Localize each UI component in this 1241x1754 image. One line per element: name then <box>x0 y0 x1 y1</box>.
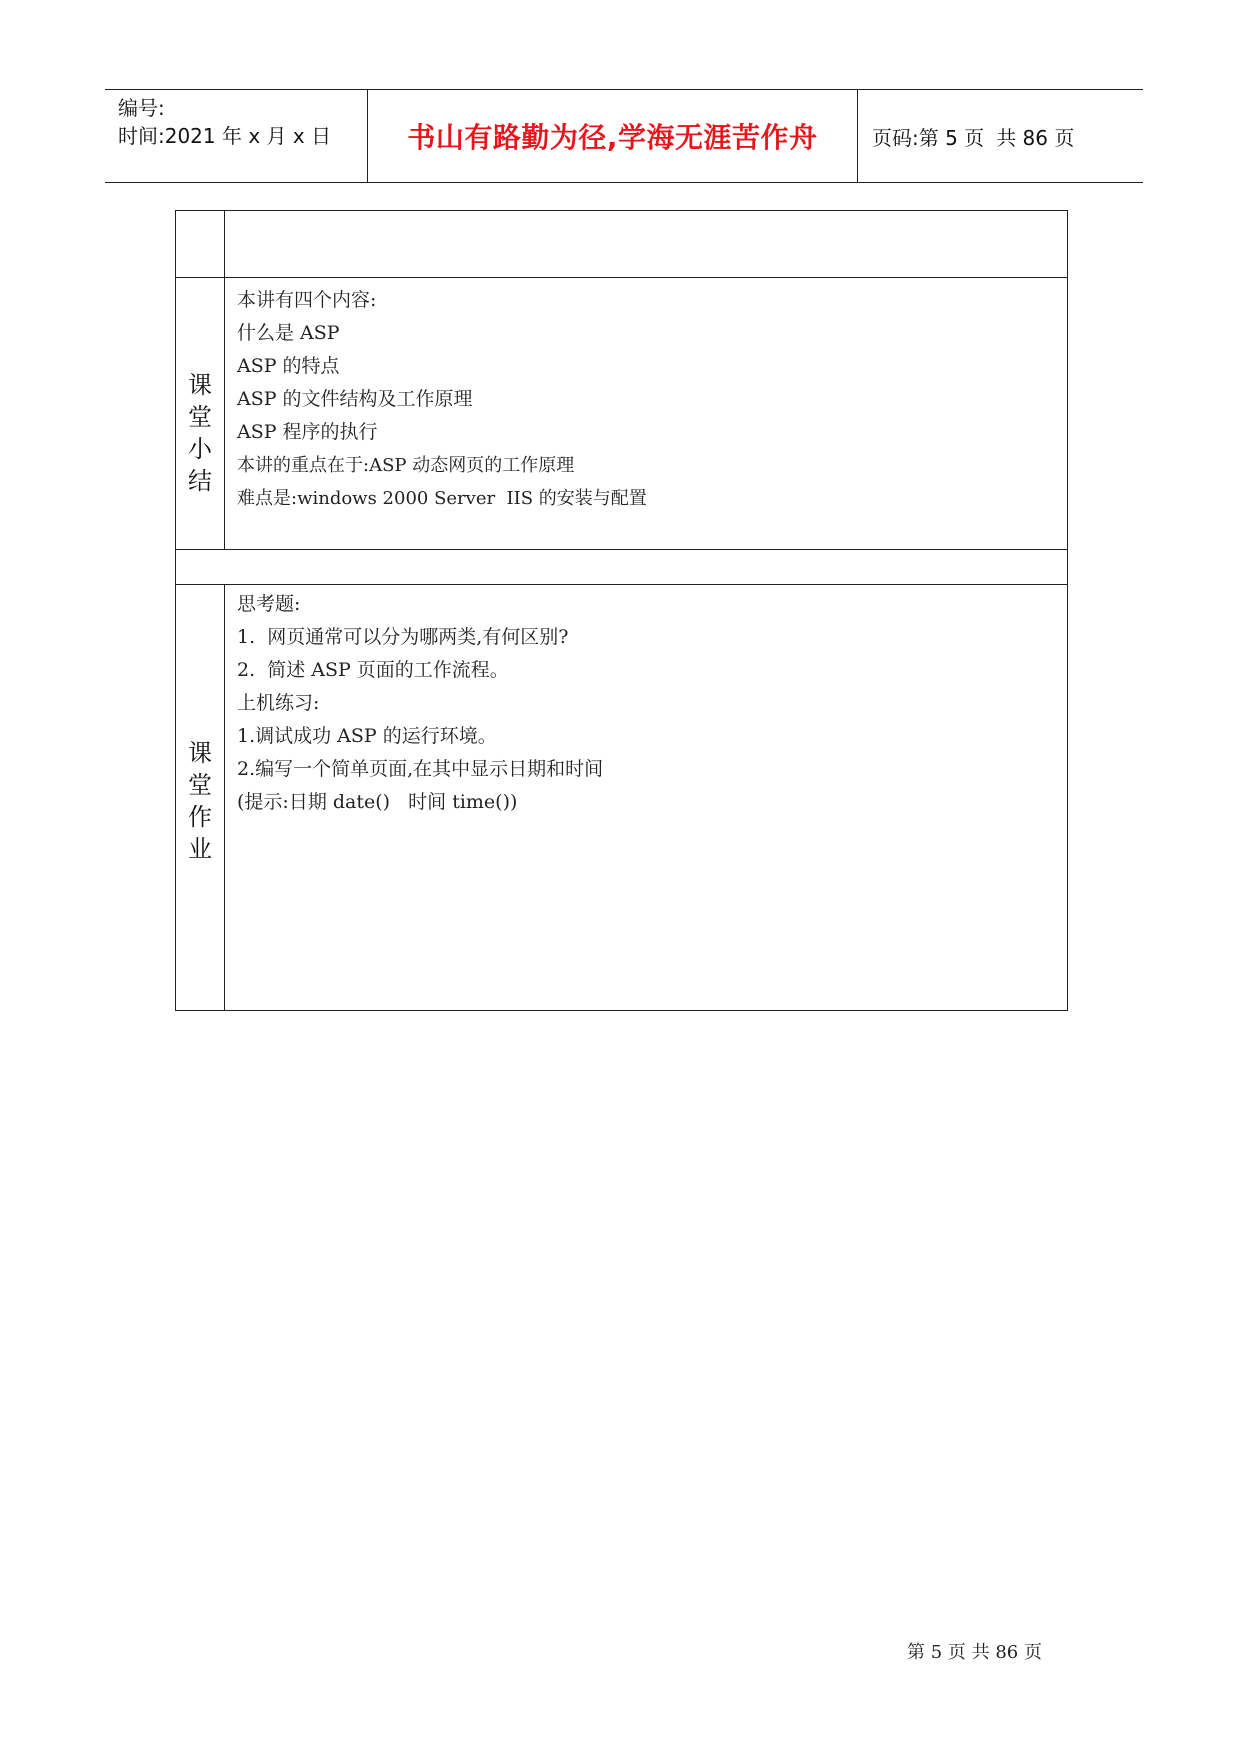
lesson-table <box>175 210 1068 1011</box>
homework-label-char: 堂 <box>188 771 212 799</box>
page-number: 页码:第 5 页 <box>872 125 985 150</box>
homework-line: 上机练习: <box>237 692 320 714</box>
homework-line: (提示:日期 date() 时间 time()) <box>237 791 518 813</box>
homework-label-char: 课 <box>188 739 212 767</box>
homework-label-char: 业 <box>188 835 212 863</box>
date-label: 时间:2021 年 x 月 x 日 <box>118 124 332 148</box>
homework-label <box>176 585 225 1010</box>
table-row-homework <box>176 584 1067 1010</box>
summary-line: ASP 程序的执行 <box>237 421 378 443</box>
homework-line: 1.调试成功 ASP 的运行环境。 <box>237 725 497 747</box>
summary-label-char: 堂 <box>188 402 212 431</box>
table-row-empty-top <box>176 211 1067 277</box>
header-meta <box>105 90 368 182</box>
summary-line: 本讲有四个内容: <box>237 289 377 311</box>
summary-line: 什么是 ASP <box>237 322 340 344</box>
row-label-cell <box>176 211 225 277</box>
homework-label-char: 作 <box>188 803 212 831</box>
summary-label-char: 小 <box>188 434 212 463</box>
summary-label <box>176 278 225 549</box>
summary-line: 本讲的重点在于:ASP 动态网页的工作原理 <box>237 455 575 476</box>
summary-content <box>225 278 1067 549</box>
homework-line: 思考题: <box>237 593 301 615</box>
page-footer: 第 5 页 共 86 页 <box>907 1642 1042 1663</box>
header-page-info <box>858 90 1143 182</box>
row-content-cell <box>225 211 1067 277</box>
summary-label-char: 课 <box>188 370 212 399</box>
homework-line: 2.编写一个简单页面,在其中显示日期和时间 <box>237 758 604 780</box>
summary-line: 难点是:windows 2000 Server IIS 的安装与配置 <box>237 488 647 509</box>
table-row-summary <box>176 277 1067 549</box>
summary-line: ASP 的特点 <box>237 355 340 377</box>
page-header <box>105 89 1143 183</box>
row-content-cell <box>176 550 1067 584</box>
homework-content <box>225 585 1067 1010</box>
homework-line: 2. 简述 ASP 页面的工作流程。 <box>237 659 509 681</box>
serial-label: 编号: <box>118 96 165 120</box>
homework-line: 1. 网页通常可以分为哪两类,有何区别? <box>237 626 569 648</box>
table-row-empty-middle <box>176 549 1067 584</box>
summary-label-char: 结 <box>188 466 212 495</box>
summary-line: ASP 的文件结构及工作原理 <box>237 388 473 410</box>
page-total: 共 86 页 <box>996 125 1075 150</box>
header-motto: 书山有路勤为径,学海无涯苦作舟 <box>368 90 858 182</box>
